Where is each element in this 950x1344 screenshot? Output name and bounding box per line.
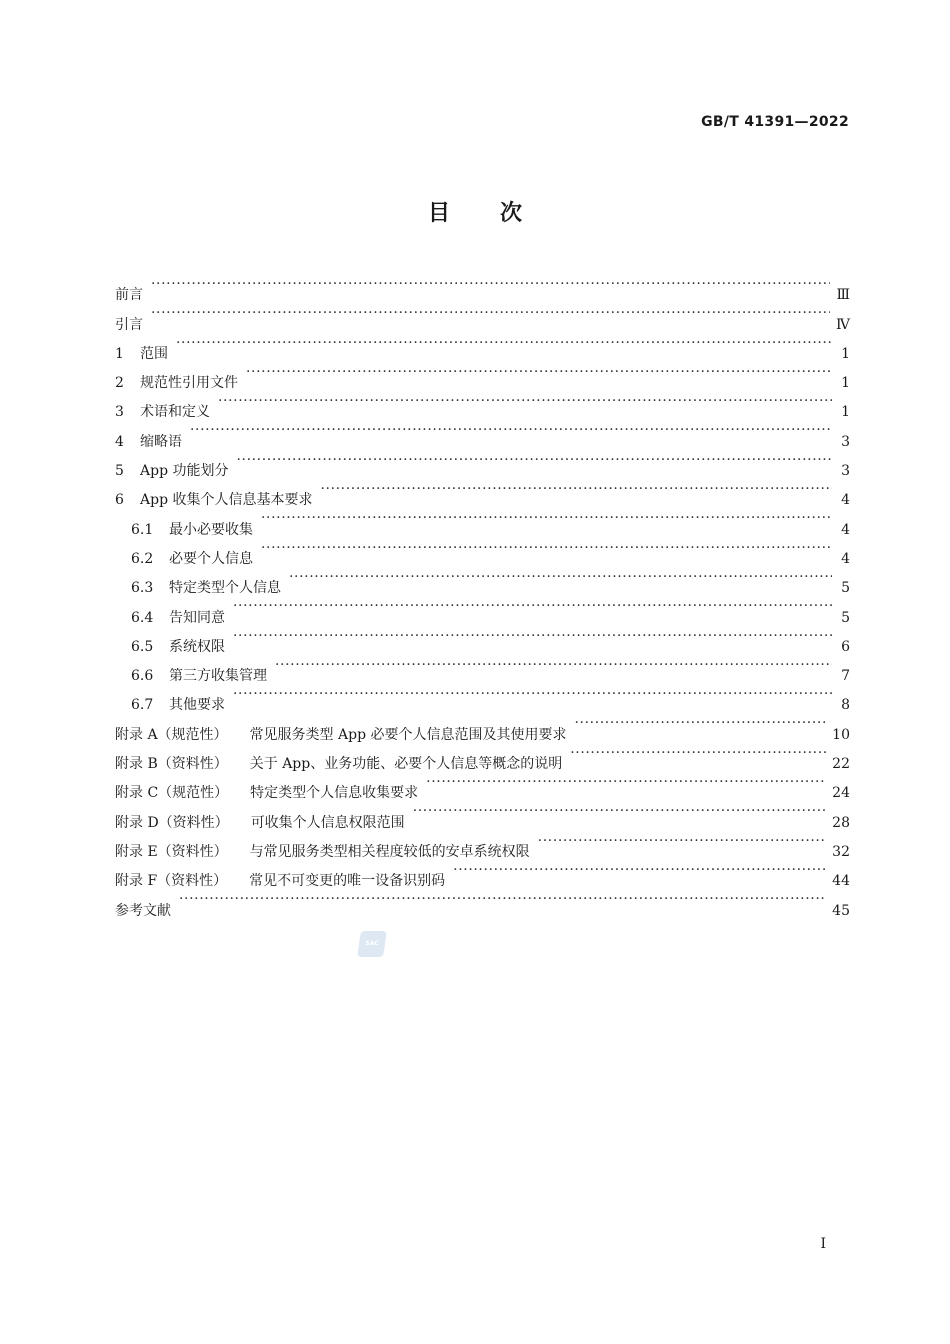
toc-dot-leader	[233, 592, 832, 621]
toc-entry-label: 第三方收集管理	[169, 668, 267, 685]
toc-entry-label: 特定类型个人信息	[169, 580, 281, 597]
toc-entry-page: 32	[832, 843, 850, 860]
toc-entry-page: 4	[841, 521, 850, 538]
toc-entry-label: App 功能划分	[140, 463, 229, 480]
toc-entry-label: 其他要求	[169, 697, 225, 714]
toc-title: 目次	[427, 201, 572, 226]
toc-entry-label: 参考文献	[115, 902, 171, 919]
toc-list	[115, 270, 850, 919]
toc-dot-leader	[236, 446, 832, 475]
toc-entry-number: 6	[115, 492, 124, 509]
toc-entry-page: 44	[832, 873, 850, 890]
toc-entry-page: 3	[841, 433, 850, 450]
toc-entry-page: 10	[832, 726, 850, 743]
toc-entry-page: 8	[841, 697, 850, 714]
toc-entry-number: 6.7	[131, 697, 154, 714]
toc-entry-appendix-title: 与常见服务类型相关程度较低的安卓系统权限	[249, 843, 530, 860]
toc-dot-leader	[426, 768, 826, 797]
toc-entry[interactable]	[115, 387, 850, 421]
toc-entry-label: 告知同意	[169, 609, 225, 626]
toc-entry[interactable]	[115, 329, 850, 362]
toc-entry-appendix-title: 常见服务类型 App 必要个人信息范围及其使用要求	[249, 726, 567, 743]
toc-dot-leader	[246, 358, 832, 387]
toc-dot-leader	[575, 709, 827, 738]
toc-entry-label: 附录 F（资料性）	[115, 873, 228, 890]
toc-dot-leader	[413, 797, 826, 826]
toc-dot-leader	[289, 563, 832, 592]
toc-entry-label: App 收集个人信息基本要求	[140, 492, 313, 509]
toc-entry-page: 4	[841, 492, 850, 509]
toc-entry-label: 必要个人信息	[169, 550, 253, 567]
toc-entry-page: 22	[832, 756, 850, 773]
toc-entry[interactable]	[115, 446, 850, 480]
toc-entry-appendix-title: 可收集个人信息权限范围	[250, 814, 405, 831]
toc-entry-number: 6.1	[131, 521, 154, 538]
toc-entry-page: 1	[841, 345, 850, 362]
toc-dot-leader	[538, 827, 827, 856]
toc-entry-label: 附录 E（资料性）	[115, 843, 228, 860]
toc-entry-page: Ⅲ	[836, 287, 850, 304]
toc-entry-appendix-title: 关于 App、业务功能、必要个人信息等概念的说明	[249, 756, 563, 773]
toc-dot-leader	[453, 856, 826, 885]
toc-entry-label: 前言	[115, 287, 143, 304]
toc-entry-page: 1	[841, 375, 850, 392]
toc-entry-label: 引言	[115, 316, 143, 333]
toc-entry-page: 4	[841, 550, 850, 567]
toc-entry[interactable]	[115, 885, 850, 919]
toc-entry-page: 1	[841, 404, 850, 421]
sac-watermark-logo	[357, 931, 387, 957]
toc-dot-leader	[275, 651, 832, 680]
toc-entry-number: 5	[115, 463, 124, 480]
toc-dot-leader	[261, 504, 832, 533]
toc-entry-label: 范围	[140, 345, 168, 362]
toc-entry-appendix-title: 特定类型个人信息收集要求	[250, 785, 419, 802]
toc-entry-label: 缩略语	[140, 433, 182, 450]
toc-entry-label: 附录 A（规范性）	[115, 726, 228, 743]
toc-entry[interactable]	[115, 358, 850, 392]
toc-entry-label: 附录 C（规范性）	[115, 785, 229, 802]
toc-entry-label: 附录 B（资料性）	[115, 756, 228, 773]
toc-dot-leader	[176, 329, 832, 358]
toc-entry-page: 5	[841, 609, 850, 626]
toc-dot-leader	[190, 416, 832, 445]
toc-entry-number: 6.6	[131, 668, 154, 685]
toc-entry-page: 24	[832, 785, 850, 802]
toc-entry-number: 2	[115, 375, 124, 392]
toc-dot-leader	[233, 680, 832, 709]
toc-entry-page: 6	[841, 638, 850, 655]
toc-entry-number: 6.2	[131, 550, 154, 567]
toc-entry[interactable]	[115, 299, 850, 333]
toc-entry[interactable]	[115, 270, 850, 304]
toc-entry-number: 3	[115, 404, 124, 421]
toc-entry-page: 7	[841, 668, 850, 685]
toc-entry-label: 最小必要收集	[169, 521, 253, 538]
toc-entry-number: 4	[115, 433, 124, 450]
watermark-text: SAC	[364, 940, 380, 947]
toc-entry-page: 5	[841, 580, 850, 597]
toc-entry-page: 3	[841, 463, 850, 480]
toc-entry-page: Ⅳ	[836, 316, 850, 333]
toc-entry-label: 规范性引用文件	[140, 375, 238, 392]
toc-dot-leader	[151, 299, 830, 328]
standard-code: GB/T 41391—2022	[701, 114, 849, 130]
toc-entry-label: 术语和定义	[140, 404, 210, 421]
toc-entry-number: 6.4	[131, 609, 154, 626]
toc-entry[interactable]	[115, 416, 850, 450]
toc-entry-page: 45	[832, 902, 850, 919]
toc-entry-number: 6.3	[131, 580, 154, 597]
toc-entry-appendix-title: 常见不可变更的唯一设备识别码	[249, 873, 446, 890]
toc-dot-leader	[233, 622, 832, 651]
toc-entry-label: 附录 D（资料性）	[115, 814, 229, 831]
toc-entry-page: 28	[832, 814, 850, 831]
toc-entry-label: 系统权限	[169, 638, 225, 655]
toc-dot-leader	[570, 739, 826, 768]
toc-dot-leader	[179, 885, 826, 914]
toc-dot-leader	[261, 534, 832, 563]
toc-dot-leader	[151, 270, 830, 299]
page-number: I	[820, 1236, 826, 1252]
toc-entry-number: 1	[115, 345, 124, 362]
toc-dot-leader	[320, 475, 832, 504]
toc-dot-leader	[218, 387, 832, 416]
toc-entry-number: 6.5	[131, 638, 154, 655]
